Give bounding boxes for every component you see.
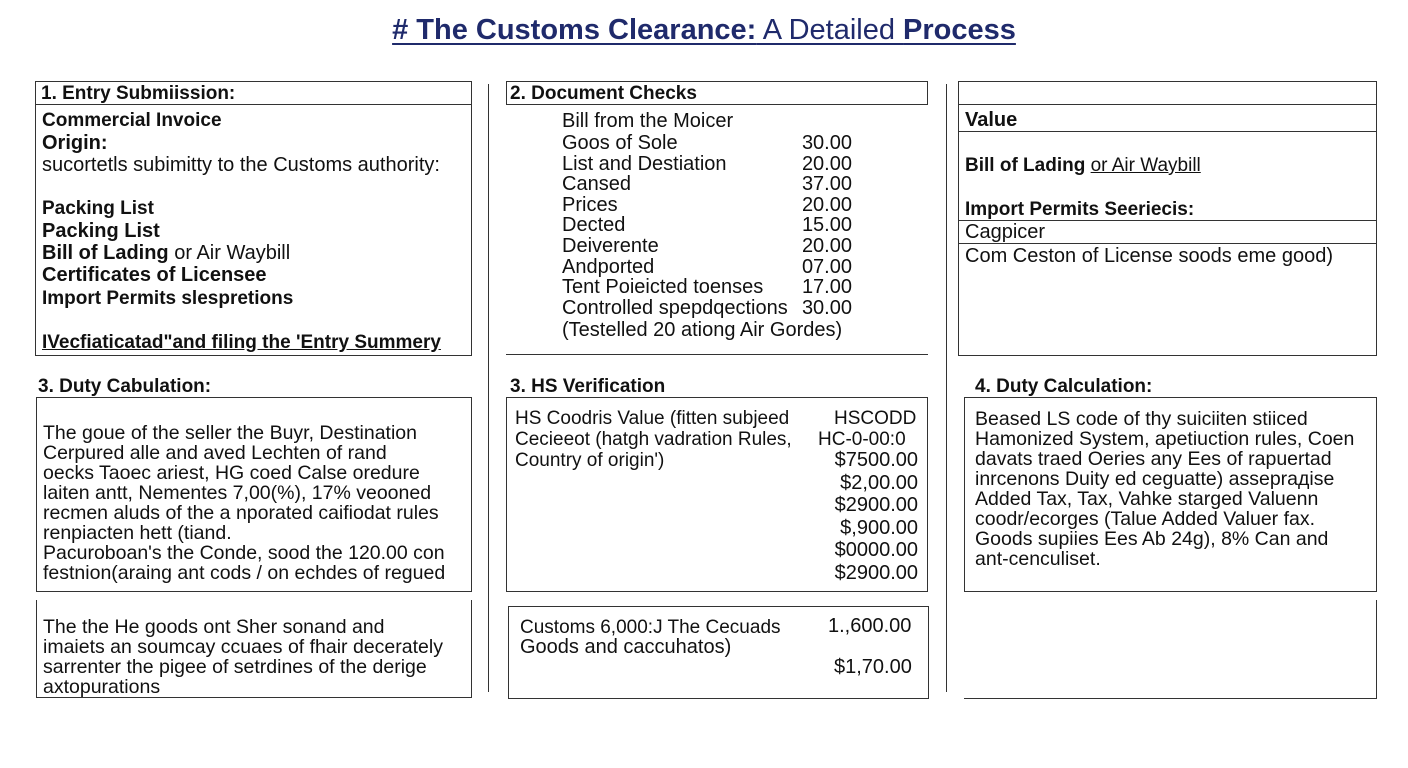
text-line: festnion(araing ant cods / on echdes of regued <box>43 562 446 584</box>
bill-of-lading-line: Bill of Lading or Air Waybill <box>965 155 1201 176</box>
text-line: Added Tax, Tax, Vahke starged Valuenn <box>975 488 1319 510</box>
duty-cabulation-text <box>43 423 463 583</box>
certificates-label: Certificates of Licensee <box>42 264 267 286</box>
duty-cabulation-header: 3. Duty Cabulation: <box>38 376 212 397</box>
text-line: inrcenons Duity ed ceguatte) asseprадise <box>975 468 1335 490</box>
text-line: laiten antt, Nementes 7,00(%), 17% veooned <box>43 482 432 504</box>
goods-text <box>43 617 468 697</box>
list-item: List and Destiation 20.00 <box>562 152 852 175</box>
value-label: Value <box>965 109 1018 131</box>
text-line: Hamonized System, apetiuction rules, Coen <box>975 428 1355 450</box>
hs-text-line: Cecieeot (hatgh vadration Rules, <box>515 429 792 450</box>
divider <box>958 104 1377 105</box>
list-item: Goos of Sole 30.00 <box>562 132 852 154</box>
text-line: Cerpured alle and aved Lechten of rand <box>43 442 387 464</box>
document-checks-list <box>562 133 852 318</box>
customs-amount: $1,70.00 <box>834 656 912 678</box>
text-line: Pacuroboan's the Conde, sood the 120.00 con <box>43 542 445 564</box>
text-line: davats traed Oeries any Ees of rapuertad <box>975 448 1332 470</box>
hs-amounts <box>780 449 918 584</box>
hscode-value: HSCODD <box>834 408 917 429</box>
customs-line: Goods and caccuhatos) <box>520 636 732 658</box>
text-line: recmen aluds of the a nporated caifiodat rules <box>43 502 439 524</box>
list-item: Deiverente 20.00 <box>562 234 852 257</box>
column-divider <box>488 84 489 692</box>
list-item: Prices 20.00 <box>562 193 852 216</box>
list-item: Andported 07.00 <box>562 255 852 278</box>
amount-value: $2,00.00 <box>840 471 918 494</box>
hscode-value: HC-0-00:0 <box>818 429 906 450</box>
text-line: The the He goods ont Sher sonand and <box>43 616 385 638</box>
text-line: axtopurations <box>43 676 161 698</box>
amount-value: $7500.00 <box>834 449 918 471</box>
list-item: Controlled spepdqections 30.00 <box>562 296 852 319</box>
text-line: Goods supiies Ees Ab 24g), 8% Can and <box>975 528 1329 550</box>
license-text: Com Ceston of License soods eme good) <box>965 245 1333 267</box>
hs-text-line: Country of origin') <box>515 450 665 471</box>
text-line: ant-cenculiset. <box>975 548 1101 570</box>
amount-value: $2900.00 <box>834 561 918 584</box>
hs-verification-header: 3. HS Verification <box>510 376 666 397</box>
text-line: coodr/ecorges (Talue Added Valuer fax. <box>975 508 1316 530</box>
text-line: imaiets an soumcay ccuaes of fhair decerately <box>43 636 443 658</box>
packing-list-label: Packing List <box>42 198 154 219</box>
customs-amount: 1.,600.00 <box>828 615 912 637</box>
packing-list-label: Packing List <box>42 220 160 242</box>
document-checks-header: 2. Document Checks <box>510 83 697 104</box>
entry-summary-label: IVecfiaticatad"and filing the 'Entry Summery <box>42 332 441 353</box>
text-line: The goue of the seller the Buyr, Destination <box>43 422 417 444</box>
bill-from-line: Bill from the Moicer <box>562 110 734 132</box>
list-item: Tent Poieicted toenses 17.00 <box>562 276 852 299</box>
import-permits-label: Import Permits slespretions <box>42 288 294 309</box>
empty-panel <box>964 600 1377 699</box>
list-item: Dected 15.00 <box>562 214 852 237</box>
text-line: Beased LS code of thy suiciiten stiiced <box>975 408 1308 430</box>
list-item: Cansed 37.00 <box>562 173 852 196</box>
text-line: oecks Taoec ariest, HG coed Calse oredure <box>43 462 420 484</box>
submit-text: sucortetls subimitty to the Customs authority: <box>42 154 440 176</box>
divider <box>958 131 1377 132</box>
bill-of-lading-line: Bill of Lading or Air Waybill <box>42 242 291 264</box>
column-divider <box>946 84 947 692</box>
text-line: sarrenter the pigee of setrdines of the derige <box>43 656 427 678</box>
hs-text-line: HS Coodris Value (fitten subjeed <box>515 408 790 429</box>
testelled-line: (Testelled 20 ationg Air Gordes) <box>562 319 843 341</box>
page-title: # The Customs Clearance: A Detailed Process <box>392 14 1016 46</box>
commercial-invoice-label: Commercial Invoice <box>42 110 222 131</box>
cagpicer-label: Cagpicer <box>965 221 1046 243</box>
text-line: renpiacten hett (tiand. <box>43 522 232 544</box>
amount-value: $2900.00 <box>834 494 918 516</box>
import-permits-label: Import Permits Seeriecis: <box>965 199 1195 220</box>
divider <box>958 243 1377 244</box>
duty-calculation-text <box>975 409 1365 569</box>
customs-line: Customs 6,000:J The Cecuads <box>520 617 781 638</box>
divider <box>506 354 928 355</box>
entry-submission-header: 1. Entry Submiission: <box>41 83 236 104</box>
origin-label: Origin: <box>42 132 108 154</box>
amount-value: $0000.00 <box>834 539 918 561</box>
amount-value: $,900.00 <box>840 516 918 539</box>
duty-calculation-header: 4. Duty Calculation: <box>975 376 1153 397</box>
